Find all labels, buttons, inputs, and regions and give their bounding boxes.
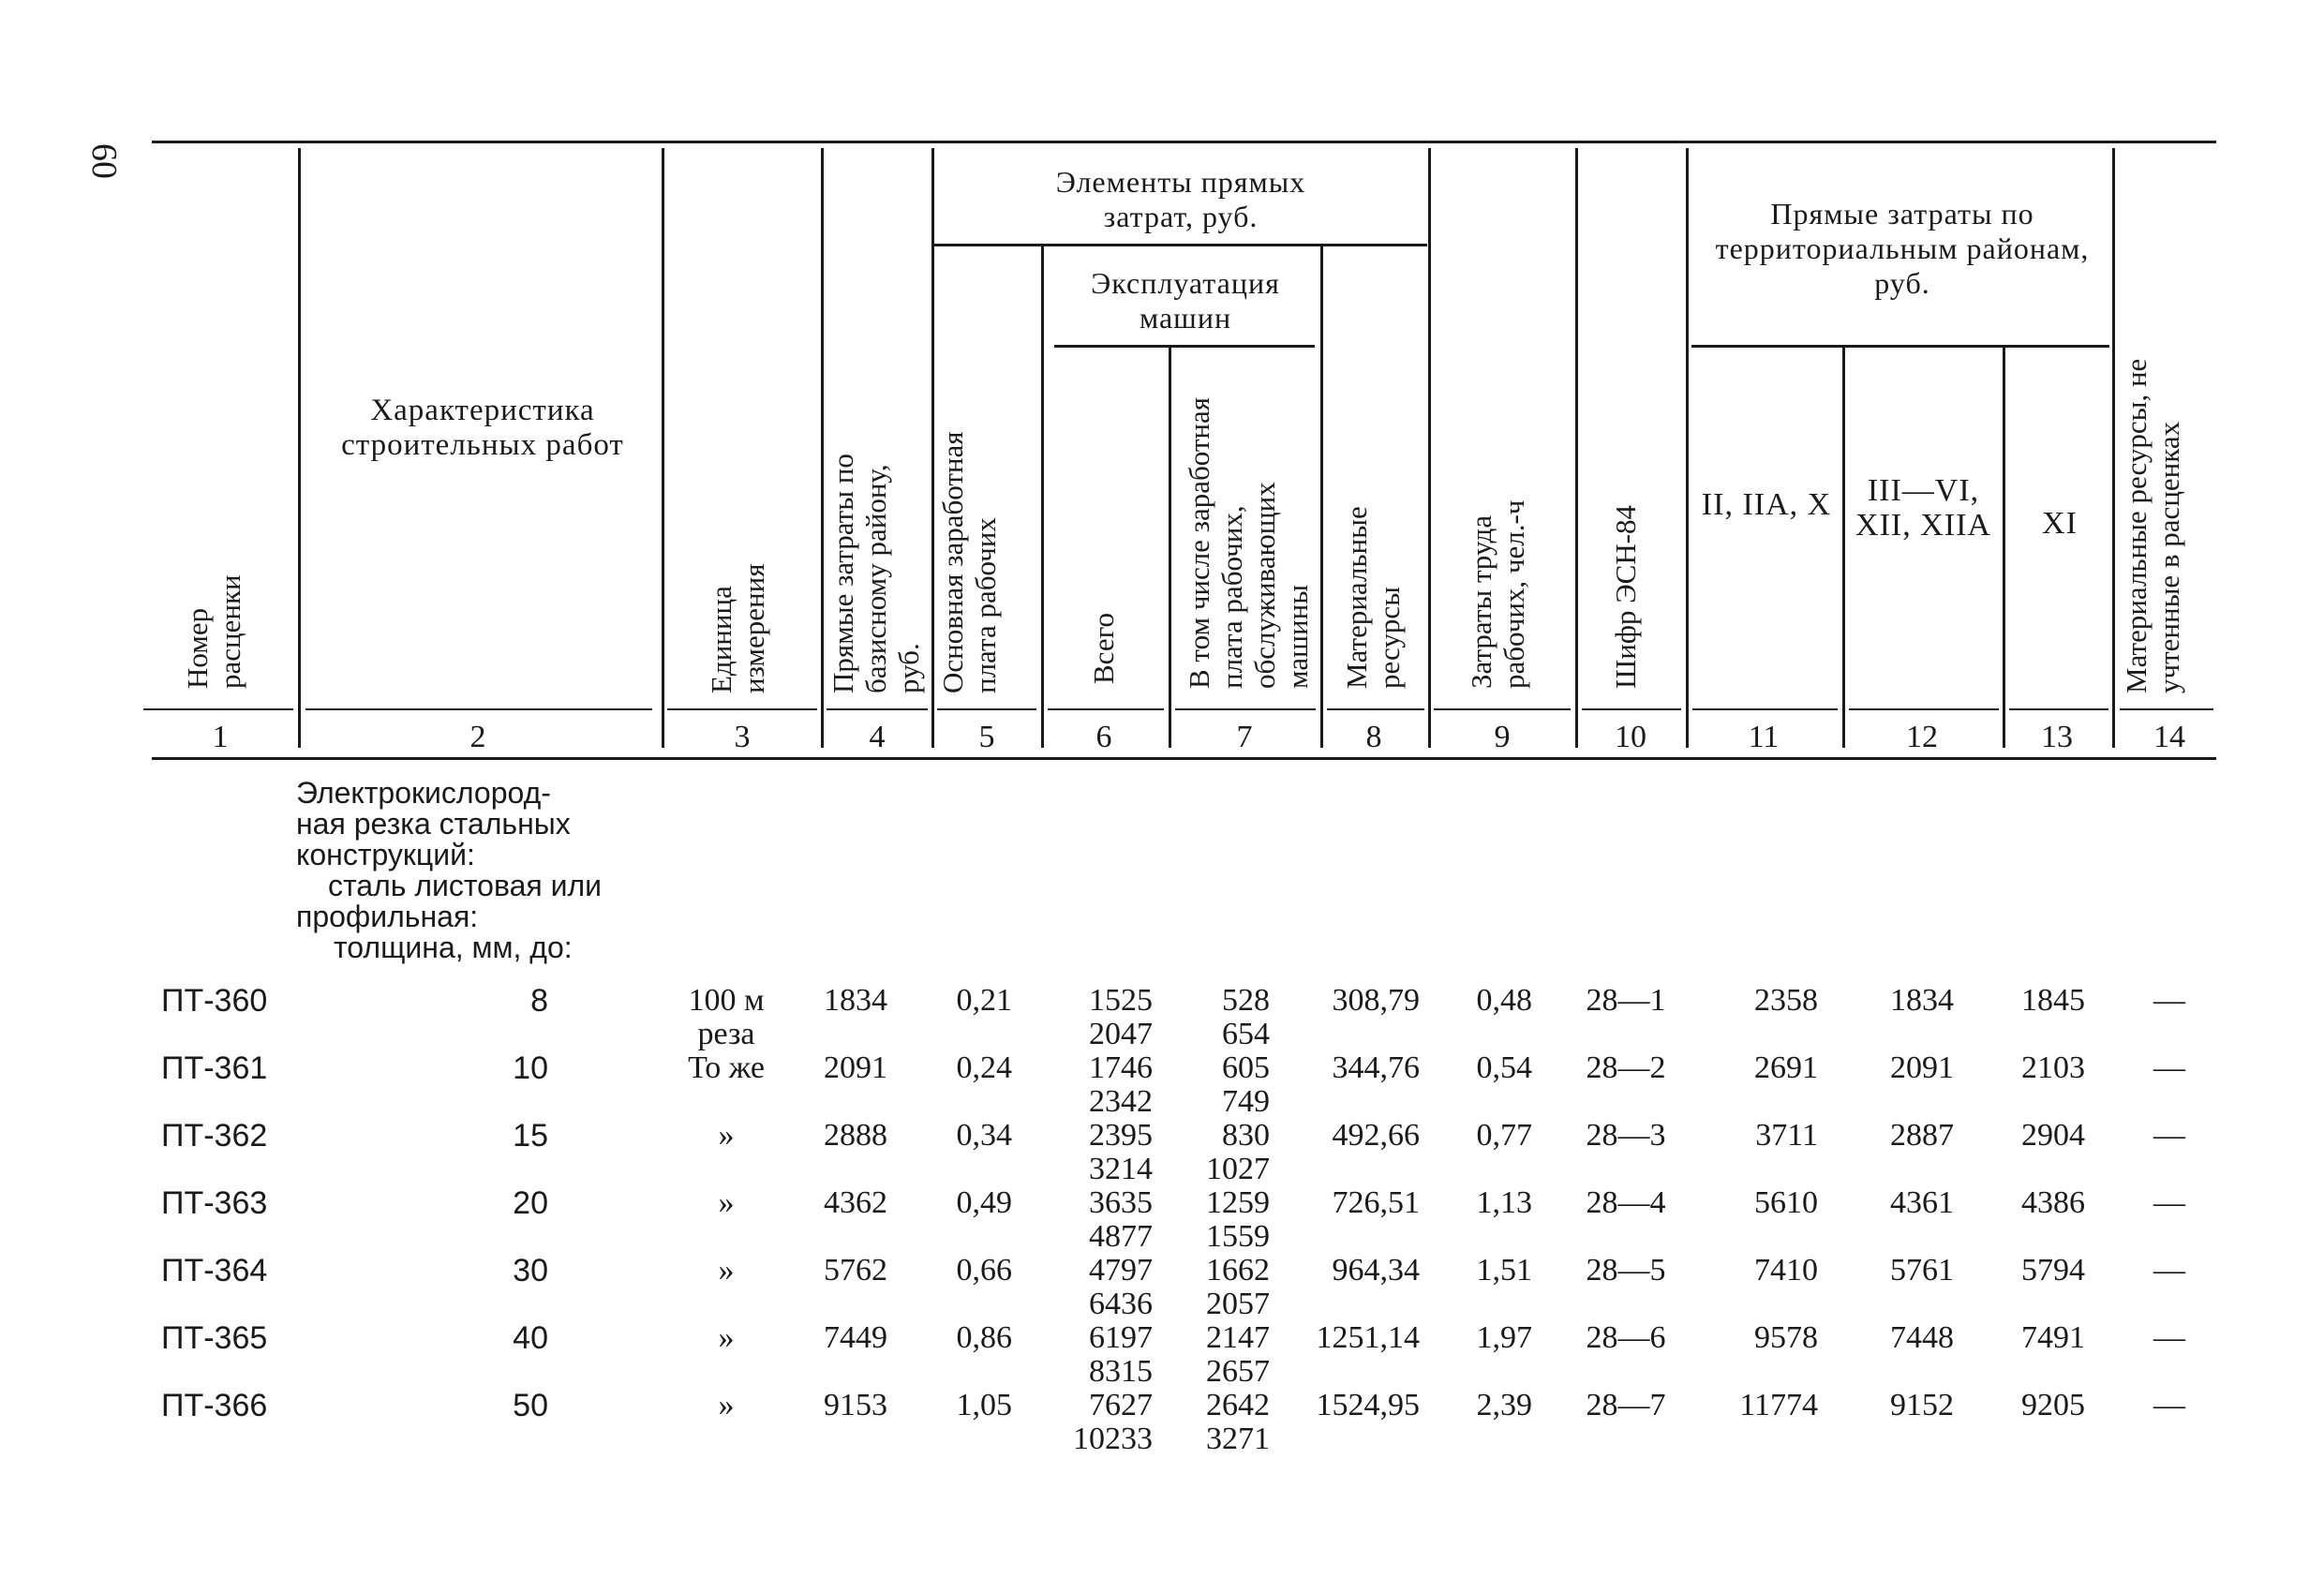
- col-divider-2: [662, 148, 664, 748]
- colnum-9: 9: [1494, 720, 1511, 754]
- col7-header: В том числе заработная плата рабочих, обслуживающих машины: [1183, 396, 1314, 689]
- col13-header: XI: [2042, 506, 2078, 541]
- cell-mach-total2: 10233: [1073, 1422, 1153, 1456]
- header-bottom-rule: [152, 757, 2216, 760]
- cell-thickness: 15: [513, 1118, 548, 1154]
- cell-mach-total: 6197: [1089, 1320, 1153, 1355]
- cell-mach-total: 1746: [1089, 1050, 1153, 1085]
- cell-materials: 964,34: [1332, 1253, 1420, 1288]
- col5-header: Основная заработная плата рабочих: [936, 431, 1002, 693]
- cell-mach-total: 3635: [1089, 1185, 1153, 1220]
- cell-t2: 4361: [1890, 1185, 1954, 1220]
- machines-group-header: Эксплуатация машин: [1091, 266, 1280, 335]
- colnum-5: 5: [978, 720, 995, 754]
- table-top-rule: [152, 141, 2216, 143]
- cell-mach-total: 7627: [1089, 1388, 1153, 1422]
- cell-mach-total: 1525: [1089, 983, 1153, 1018]
- col11-header: II, IIА, X: [1701, 487, 1832, 522]
- cell-mach-wage2: 1559: [1206, 1219, 1270, 1254]
- cell-direct: 4362: [824, 1185, 887, 1220]
- cell-esn: 28—1: [1586, 983, 1666, 1018]
- territorial-group-rule: [1691, 345, 2109, 348]
- cell-direct: 2091: [824, 1050, 887, 1085]
- cell-t3: 1845: [2021, 983, 2085, 1018]
- machines-group-rule: [1054, 345, 1315, 348]
- cell-code: ПТ-363: [161, 1185, 268, 1221]
- cell-mach-wage2: 749: [1222, 1084, 1270, 1119]
- colnum-4: 4: [869, 720, 886, 754]
- col2-header: Характеристика строительных работ: [341, 394, 624, 462]
- cell-direct: 5762: [824, 1253, 887, 1288]
- cell-t3: 5794: [2021, 1253, 2085, 1288]
- cell-esn: 28—4: [1586, 1185, 1666, 1220]
- cell-esn: 28—3: [1586, 1118, 1666, 1153]
- cell-mach-wage: 2147: [1206, 1320, 1270, 1355]
- cell-wage: 0,34: [956, 1118, 1012, 1153]
- col8-header: Материальные ресурсы: [1340, 506, 1406, 689]
- cell-t2: 7448: [1890, 1320, 1954, 1355]
- colnum-6: 6: [1095, 720, 1112, 754]
- cell-wage: 0,86: [956, 1320, 1012, 1355]
- cell-materials: 726,51: [1332, 1185, 1420, 1220]
- cell-t2: 2887: [1890, 1118, 1954, 1153]
- cell-unit: »: [718, 1320, 735, 1355]
- cell-wage: 0,21: [956, 983, 1012, 1018]
- page-number: 60: [84, 143, 124, 179]
- col-divider-10: [1686, 148, 1689, 748]
- cell-unaccounted: —: [2153, 1118, 2185, 1153]
- cell-direct: 9153: [824, 1388, 887, 1422]
- cell-labor: 0,54: [1476, 1050, 1532, 1085]
- cell-code: ПТ-362: [161, 1118, 268, 1154]
- cell-code: ПТ-364: [161, 1253, 268, 1288]
- col6-header: Всего: [1087, 612, 1120, 684]
- cell-direct: 2888: [824, 1118, 887, 1153]
- cell-labor: 2,39: [1476, 1388, 1532, 1422]
- cell-t3: 4386: [2021, 1185, 2085, 1220]
- cell-mach-wage2: 3271: [1206, 1422, 1270, 1456]
- cell-unit: »: [718, 1118, 735, 1153]
- cell-unaccounted: —: [2153, 1185, 2185, 1220]
- colnum-12: 12: [1906, 720, 1938, 754]
- cell-code: ПТ-366: [161, 1388, 268, 1423]
- cell-direct: 7449: [824, 1320, 887, 1355]
- cell-t1: 2691: [1754, 1050, 1818, 1085]
- cell-unit2: реза: [697, 1017, 755, 1051]
- col-divider-12: [2003, 347, 2005, 748]
- cell-unaccounted: —: [2153, 1320, 2185, 1355]
- col-divider-6: [1169, 347, 1171, 748]
- cell-t2: 5761: [1890, 1253, 1954, 1288]
- cell-thickness: 50: [513, 1388, 548, 1423]
- cell-t1: 3711: [1755, 1118, 1818, 1153]
- cell-unaccounted: —: [2153, 983, 2185, 1018]
- colnum-14: 14: [2153, 720, 2185, 754]
- cell-materials: 344,76: [1332, 1050, 1420, 1085]
- col-divider-8: [1428, 148, 1431, 748]
- cell-mach-wage2: 2057: [1206, 1287, 1270, 1321]
- cell-t2: 1834: [1890, 983, 1954, 1018]
- colnum-11: 11: [1748, 720, 1780, 754]
- col-divider-4: [931, 148, 934, 748]
- cell-labor: 1,51: [1476, 1253, 1532, 1288]
- cell-wage: 0,49: [956, 1185, 1012, 1220]
- col-divider-11: [1842, 347, 1845, 748]
- col-divider-3: [821, 148, 824, 748]
- cell-wage: 0,66: [956, 1253, 1012, 1288]
- col9-header: Затраты труда рабочих, чел.-ч: [1465, 499, 1530, 689]
- col10-header: Шифр ЭСН-84: [1609, 504, 1642, 689]
- cell-code: ПТ-361: [161, 1050, 268, 1086]
- colnum-8: 8: [1365, 720, 1382, 754]
- cell-mach-wage: 830: [1222, 1118, 1270, 1153]
- cell-mach-total2: 4877: [1089, 1219, 1153, 1254]
- cell-unit: »: [718, 1185, 735, 1220]
- cell-mach-total2: 2047: [1089, 1017, 1153, 1051]
- col-divider-1: [298, 148, 301, 748]
- cell-t1: 5610: [1754, 1185, 1818, 1220]
- cell-labor: 0,77: [1476, 1118, 1532, 1153]
- cell-thickness: 8: [530, 983, 548, 1019]
- colnum-1: 1: [212, 720, 229, 754]
- cell-thickness: 20: [513, 1185, 548, 1221]
- cell-mach-wage2: 1027: [1206, 1152, 1270, 1186]
- cell-unaccounted: —: [2153, 1050, 2185, 1085]
- cell-t2: 2091: [1890, 1050, 1954, 1085]
- cell-t3: 7491: [2021, 1320, 2085, 1355]
- cell-materials: 1524,95: [1316, 1388, 1420, 1422]
- cell-mach-wage2: 654: [1222, 1017, 1270, 1051]
- cell-mach-wage: 1259: [1206, 1185, 1270, 1220]
- cell-unit: »: [718, 1253, 735, 1288]
- col-divider-9: [1575, 148, 1578, 748]
- cell-direct: 1834: [824, 983, 887, 1018]
- cell-esn: 28—2: [1586, 1050, 1666, 1085]
- cell-t1: 7410: [1754, 1253, 1818, 1288]
- col-divider-7: [1320, 246, 1323, 748]
- cell-mach-total2: 6436: [1089, 1287, 1153, 1321]
- cell-code: ПТ-360: [161, 983, 268, 1019]
- cell-mach-wage: 528: [1222, 983, 1270, 1018]
- cell-mach-total: 2395: [1089, 1118, 1153, 1153]
- col14-header: Материальные ресурсы, не учтенные в расценках: [2120, 358, 2185, 693]
- cell-t3: 9205: [2021, 1388, 2085, 1422]
- cell-mach-wage2: 2657: [1206, 1354, 1270, 1389]
- cell-unit: »: [718, 1388, 735, 1422]
- cell-mach-wage: 605: [1222, 1050, 1270, 1085]
- cell-mach-total2: 8315: [1089, 1354, 1153, 1389]
- col4-header: Прямые затраты по базисному району, руб.: [827, 454, 925, 693]
- cell-t1: 11774: [1739, 1388, 1818, 1422]
- cell-unaccounted: —: [2153, 1253, 2185, 1288]
- cell-thickness: 40: [513, 1320, 548, 1356]
- cell-t3: 2103: [2021, 1050, 2085, 1085]
- cell-materials: 1251,14: [1316, 1320, 1420, 1355]
- cell-wage: 0,24: [956, 1050, 1012, 1085]
- colnum-3: 3: [734, 720, 751, 754]
- elements-group-rule: [934, 244, 1427, 246]
- cell-materials: 308,79: [1332, 983, 1420, 1018]
- cell-esn: 28—6: [1586, 1320, 1666, 1355]
- elements-group-header: Элементы прямых затрат, руб.: [1055, 165, 1306, 233]
- cell-code: ПТ-365: [161, 1320, 268, 1356]
- colnum-7: 7: [1236, 720, 1253, 754]
- cell-unit: То же: [688, 1050, 765, 1085]
- cell-unit: 100 м: [688, 983, 765, 1018]
- cell-mach-total: 4797: [1089, 1253, 1153, 1288]
- cell-esn: 28—5: [1586, 1253, 1666, 1288]
- cell-mach-wage: 1662: [1206, 1253, 1270, 1288]
- colnum-10: 10: [1615, 720, 1646, 754]
- colnum-13: 13: [2041, 720, 2073, 754]
- cell-labor: 0,48: [1476, 983, 1532, 1018]
- cell-esn: 28—7: [1586, 1388, 1666, 1422]
- cell-mach-total2: 2342: [1089, 1084, 1153, 1119]
- cell-mach-wage: 2642: [1206, 1388, 1270, 1422]
- cell-t1: 9578: [1754, 1320, 1818, 1355]
- cell-thickness: 30: [513, 1253, 548, 1288]
- col12-header: III—VI, XII, XIIА: [1855, 473, 1991, 543]
- colnum-2: 2: [469, 720, 486, 754]
- col-divider-5: [1041, 246, 1044, 748]
- territorial-group-header: Прямые затраты по территориальным районам, руб.: [1715, 197, 2090, 300]
- cell-t1: 2358: [1754, 983, 1818, 1018]
- col1-header: Номер расценки: [181, 574, 246, 689]
- cell-mach-total2: 3214: [1089, 1152, 1153, 1186]
- cell-unaccounted: —: [2153, 1388, 2185, 1422]
- cell-thickness: 10: [513, 1050, 548, 1086]
- col3-header: Единица измерения: [705, 563, 770, 693]
- cell-labor: 1,97: [1476, 1320, 1532, 1355]
- cell-labor: 1,13: [1476, 1185, 1532, 1220]
- cell-wage: 1,05: [956, 1388, 1012, 1422]
- cell-t3: 2904: [2021, 1118, 2085, 1153]
- cell-materials: 492,66: [1332, 1118, 1420, 1153]
- col-divider-13: [2112, 148, 2115, 748]
- section-description: Электрокислород- ная резка стальных конструкций: сталь листовая или профильная: толщина, мм, до:: [296, 776, 603, 964]
- cell-t2: 9152: [1890, 1388, 1954, 1422]
